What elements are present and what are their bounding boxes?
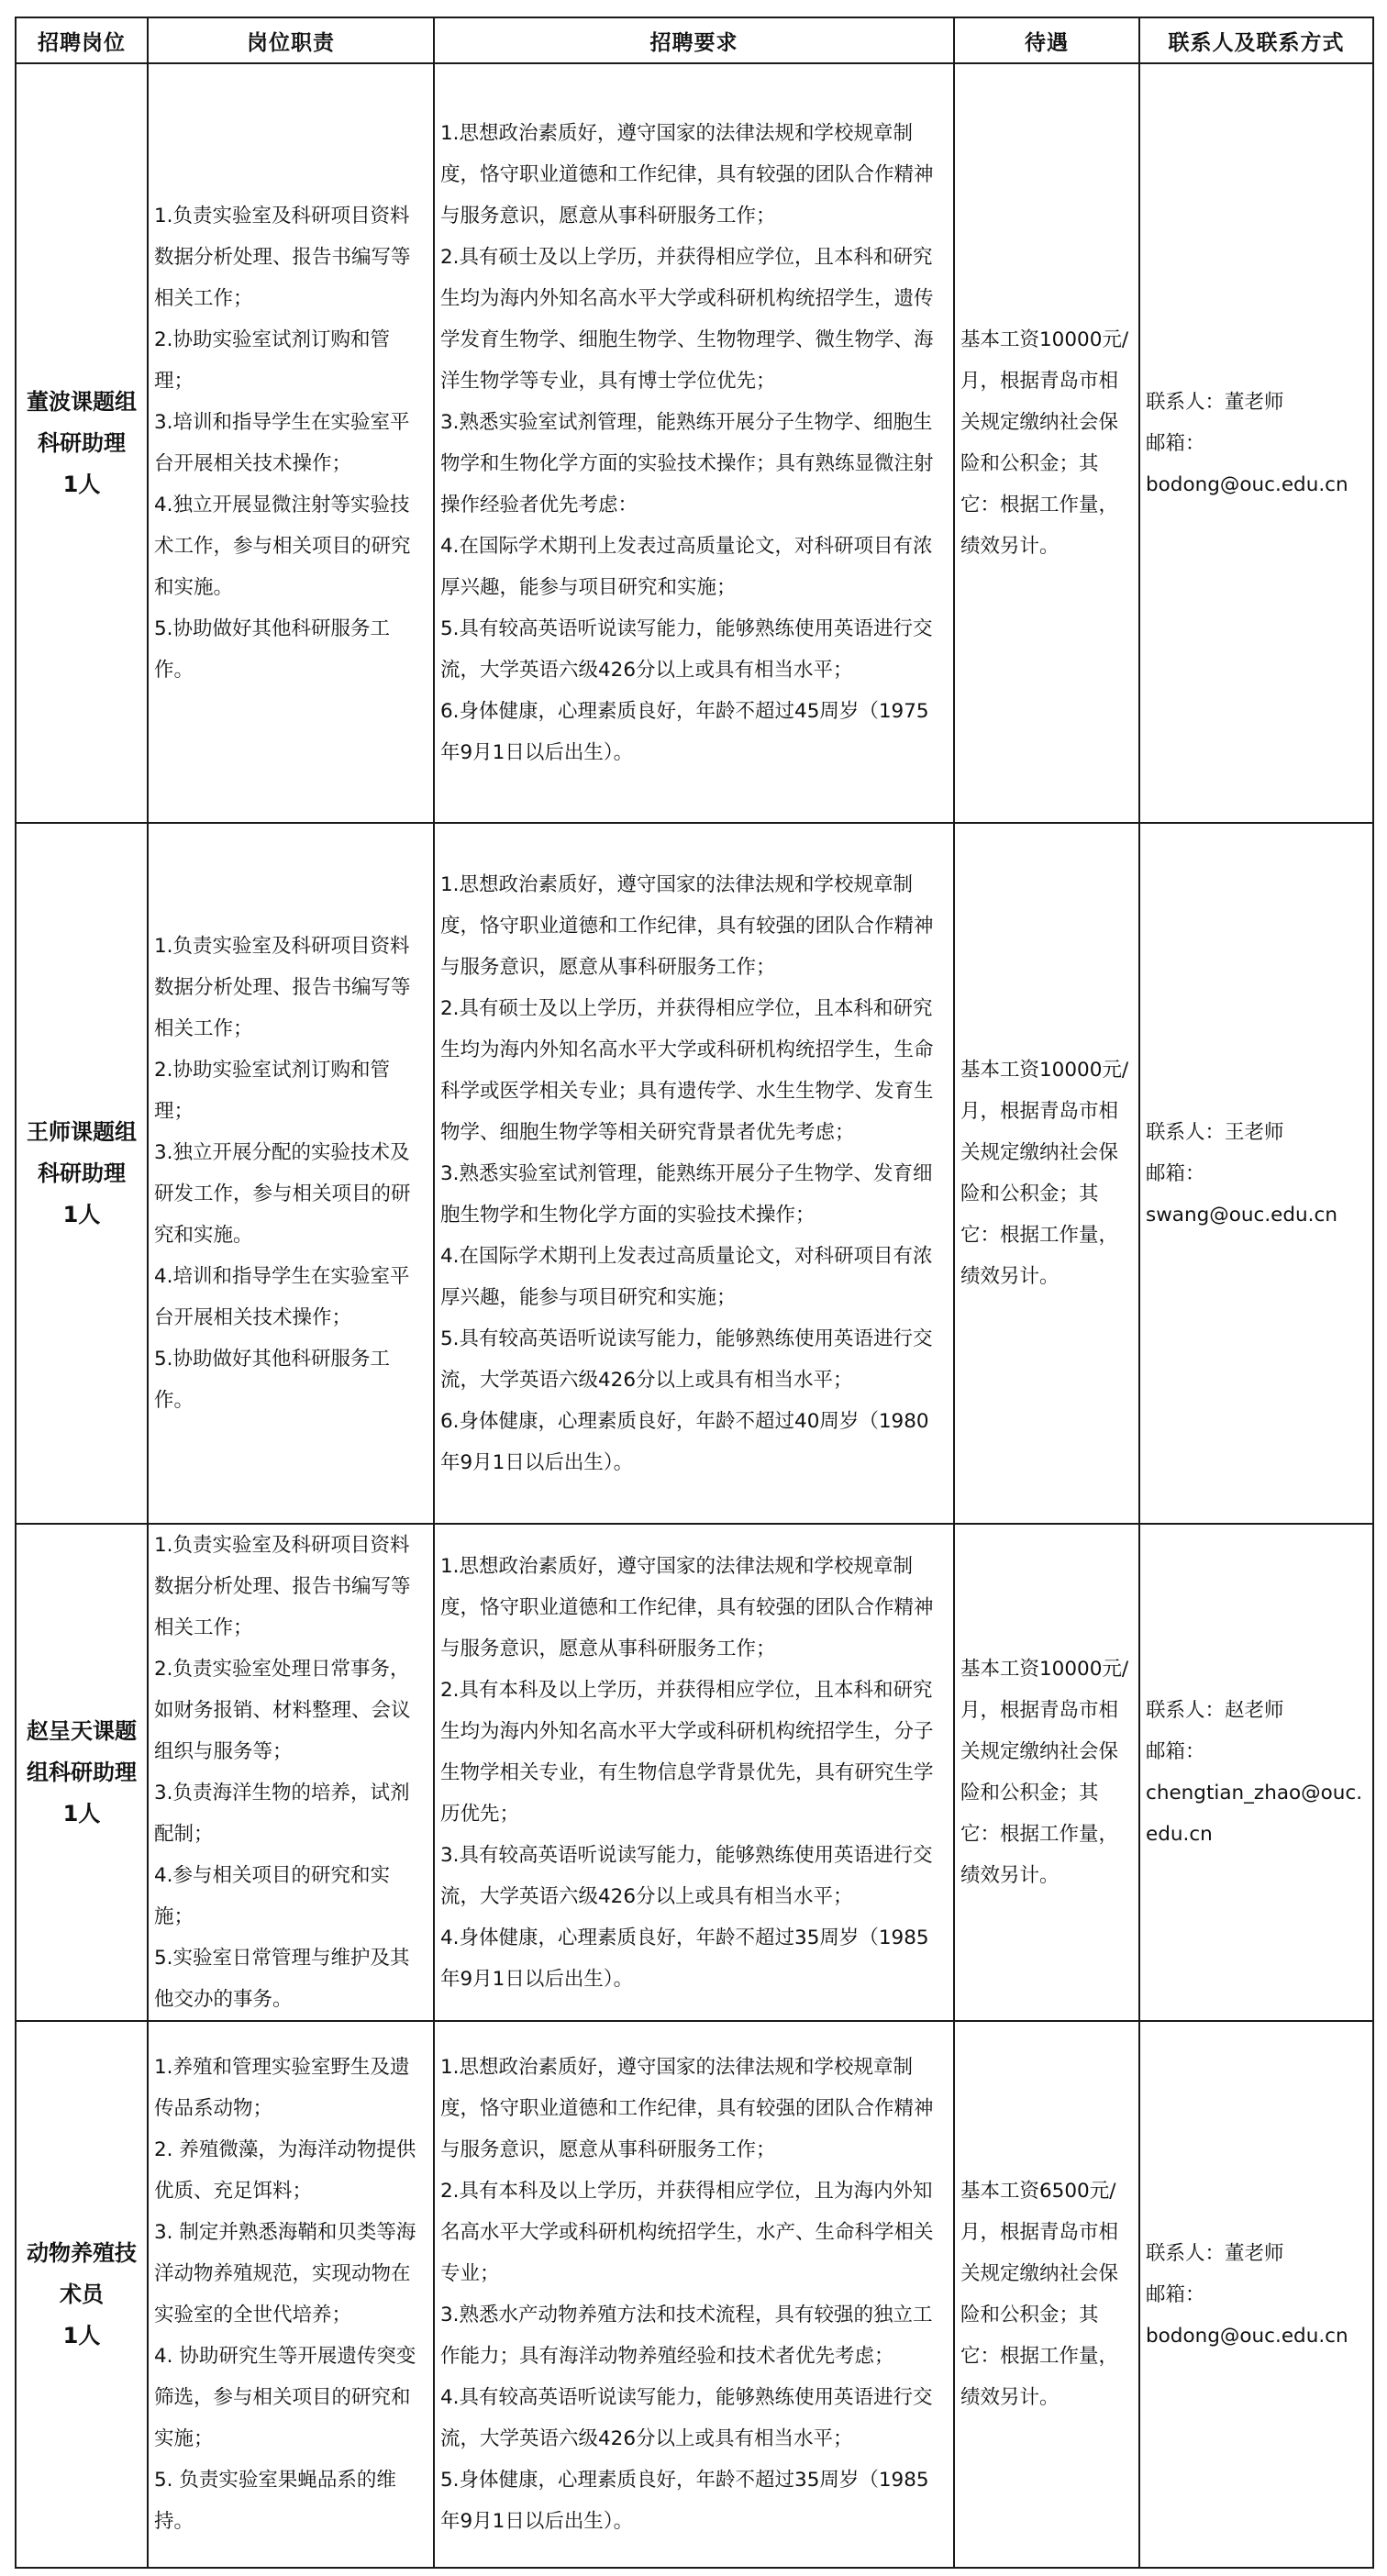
requirement-item: 2.具有本科及以上学历，并获得相应学位，且为海内外知名高水平大学或科研机构统招学生，水产、生命科学相关专业； <box>440 2180 934 2285</box>
email-label: 邮箱： <box>1146 2282 1205 2306</box>
table-row <box>16 823 1373 1524</box>
header-salary: 待遇 <box>954 17 1139 63</box>
duty-item: 1.负责实验室及科研项目资料数据分析处理、报告书编写等相关工作； <box>154 205 411 310</box>
requirement-item: 4.在国际学术期刊上发表过高质量论文，对科研项目有浓厚兴趣，能参与项目研究和实施； <box>440 1244 933 1309</box>
email-label: 邮箱： <box>1146 1161 1205 1185</box>
requirement-item: 2.具有本科及以上学历，并获得相应学位，且本科和研究生均为海内外知名高水平大学或科研机构统招学生，分子生物学相关专业，有生物信息学背景优先，具有研究生学历优先； <box>440 1678 934 1826</box>
contact-cell <box>1139 1524 1373 2021</box>
contact-person: 联系人：董老师 <box>1146 2241 1284 2265</box>
header-requirements: 招聘要求 <box>434 17 954 63</box>
duty-item: 3.独立开展分配的实验技术及研发工作，参与相关项目的研究和实施。 <box>154 1141 411 1247</box>
requirement-item: 5.具有较高英语听说读写能力，能够熟练使用英语进行交流，大学英语六级426分以上或具有相当水平； <box>440 617 933 682</box>
salary-text: 基本工资10000元/月，根据青岛市相关规定缴纳社会保险和公积金；其它：根据工作量，绩效另计。 <box>960 328 1129 558</box>
duty-item: 1.养殖和管理实验室野生及遗传品系动物； <box>154 2056 410 2120</box>
table-row <box>16 1524 1373 2021</box>
requirement-item: 5.具有较高英语听说读写能力，能够熟练使用英语进行交流，大学英语六级426分以上或具有相当水平； <box>440 1327 933 1392</box>
contact-cell <box>1139 63 1373 823</box>
duty-item: 4. 协助研究生等开展遗传突变筛选，参与相关项目的研究和实施； <box>154 2345 416 2450</box>
duty-item: 5.实验室日常管理与维护及其他交办的事务。 <box>154 1947 410 2011</box>
requirement-item: 4.具有较高英语听说读写能力，能够熟练使用英语进行交流，大学英语六级426分以上或具有相当水平； <box>440 2386 933 2450</box>
duty-item: 3.负责海洋生物的培养，试剂配制； <box>154 1782 410 1846</box>
duty-item: 4.独立开展显微注射等实验技术工作，参与相关项目的研究和实施。 <box>154 494 411 599</box>
contact-cell <box>1139 2021 1373 2568</box>
contact-person: 联系人：王老师 <box>1146 1120 1284 1144</box>
email-label: 邮箱： <box>1146 431 1205 455</box>
requirement-item: 1.思想政治素质好，遵守国家的法律法规和学校规章制度，恪守职业道德和工作纪律，具有较强的团队合作精神与服务意识，愿意从事科研服务工作； <box>440 1554 934 1660</box>
salary-cell <box>954 1524 1139 2021</box>
duties-cell <box>148 2021 434 2568</box>
salary-text: 基本工资10000元/月，根据青岛市相关规定缴纳社会保险和公积金；其它：根据工作量，绩效另计。 <box>960 1658 1129 1887</box>
duty-item: 2.负责实验室处理日常事务，如财务报销、材料整理、会议组织与服务等； <box>154 1658 411 1763</box>
duties-cell <box>148 63 434 823</box>
duty-item: 2. 养殖微藻，为海洋动物提供优质、充足饵料； <box>154 2138 416 2203</box>
salary-cell <box>954 2021 1139 2568</box>
requirements-cell <box>434 63 954 823</box>
position-name: 董波课题组科研助理 <box>27 388 137 456</box>
duty-item: 5. 负责实验室果蝇品系的维持。 <box>154 2469 396 2533</box>
requirement-item: 4.在国际学术期刊上发表过高质量论文，对科研项目有浓厚兴趣，能参与项目研究和实施； <box>440 535 933 599</box>
duties-cell <box>148 1524 434 2021</box>
requirement-item: 1.思想政治素质好，遵守国家的法律法规和学校规章制度，恪守职业道德和工作纪律，具有较强的团队合作精神与服务意识，愿意从事科研服务工作； <box>440 872 934 979</box>
table-row <box>16 63 1373 823</box>
position-name: 赵呈天课题组科研助理 <box>27 1717 137 1785</box>
requirement-item: 1.思想政治素质好，遵守国家的法律法规和学校规章制度，恪守职业道德和工作纪律，具有较强的团队合作精神与服务意识，愿意从事科研服务工作； <box>440 2056 934 2161</box>
requirement-item: 4.身体健康，心理素质良好，年龄不超过35周岁（1985年9月1日以后出生）。 <box>440 1926 929 1991</box>
requirement-item: 3.具有较高英语听说读写能力，能够熟练使用英语进行交流，大学英语六级426分以上或具有相当水平； <box>440 1843 933 1908</box>
duty-item: 5.协助做好其他科研服务工作。 <box>154 1348 391 1412</box>
header-row <box>16 17 1373 63</box>
requirement-item: 6.身体健康，心理素质良好，年龄不超过40周岁（1980年9月1日以后出生）。 <box>440 1409 929 1474</box>
position-count: 1人 <box>62 471 101 497</box>
position-cell <box>16 1524 148 2021</box>
requirement-item: 2.具有硕士及以上学历，并获得相应学位，且本科和研究生均为海内外知名高水平大学或科研机构统招学生，遗传学发育生物学、细胞生物学、生物物理学、微生物学、海洋生物学等专业，具有博士学位优先； <box>440 246 934 393</box>
position-count: 1人 <box>62 1201 101 1227</box>
table-row <box>16 2021 1373 2568</box>
email-address: bodong@ouc.edu.cn <box>1146 472 1348 496</box>
duty-item: 2.协助实验室试剂订购和管理； <box>154 1059 391 1123</box>
requirement-item: 3.熟悉实验室试剂管理，能熟练开展分子生物学、细胞生物学和生物化学方面的实验技术操作；具有熟练显微注射操作经验者优先考虑： <box>440 411 934 516</box>
requirement-item: 3.熟悉实验室试剂管理，能熟练开展分子生物学、发育细胞生物学和生物化学方面的实验技术操作； <box>440 1161 933 1227</box>
header-contact: 联系人及联系方式 <box>1139 17 1373 63</box>
contact-cell <box>1139 823 1373 1524</box>
header-position: 招聘岗位 <box>16 17 148 63</box>
salary-cell <box>954 63 1139 823</box>
duty-item: 3. 制定并熟悉海鞘和贝类等海洋动物养殖规范，实现动物在实验室的全世代培养； <box>154 2221 416 2326</box>
position-cell <box>16 823 148 1524</box>
requirement-item: 1.思想政治素质好，遵守国家的法律法规和学校规章制度，恪守职业道德和工作纪律，具有较强的团队合作精神与服务意识，愿意从事科研服务工作； <box>440 122 934 228</box>
recruitment-table <box>15 17 1374 2569</box>
position-cell <box>16 2021 148 2568</box>
requirements-cell <box>434 823 954 1524</box>
email-address: swang@ouc.edu.cn <box>1146 1203 1337 1227</box>
salary-text: 基本工资10000元/月，根据青岛市相关规定缴纳社会保险和公积金；其它：根据工作量，绩效另计。 <box>960 1059 1129 1288</box>
duty-item: 5.协助做好其他科研服务工作。 <box>154 617 391 682</box>
email-label: 邮箱： <box>1146 1740 1205 1763</box>
duty-item: 1.负责实验室及科研项目资料数据分析处理、报告书编写等相关工作； <box>154 1534 411 1639</box>
position-count: 1人 <box>62 1800 101 1827</box>
duty-item: 2.协助实验室试剂订购和管理； <box>154 328 391 393</box>
contact-person: 联系人：董老师 <box>1146 390 1284 414</box>
position-count: 1人 <box>62 2322 101 2348</box>
requirements-cell <box>434 2021 954 2568</box>
salary-cell <box>954 823 1139 1524</box>
position-cell <box>16 63 148 823</box>
duty-item: 3.培训和指导学生在实验室平台开展相关技术操作； <box>154 411 410 475</box>
duty-item: 4.参与相关项目的研究和实施； <box>154 1864 391 1928</box>
email-address: chengtian_zhao@ouc.edu.cn <box>1146 1782 1363 1846</box>
position-name: 王师课题组科研助理 <box>27 1118 137 1186</box>
duty-item: 4.培训和指导学生在实验室平台开展相关技术操作； <box>154 1265 410 1329</box>
duty-item: 1.负责实验室及科研项目资料数据分析处理、报告书编写等相关工作； <box>154 935 411 1040</box>
requirement-item: 6.身体健康，心理素质良好，年龄不超过45周岁（1975年9月1日以后出生）。 <box>440 700 929 764</box>
requirements-cell <box>434 1524 954 2021</box>
salary-text: 基本工资6500元/月，根据青岛市相关规定缴纳社会保险和公积金；其它：根据工作量，绩效另计。 <box>960 2180 1119 2409</box>
requirement-item: 5.身体健康，心理素质良好，年龄不超过35周岁（1985年9月1日以后出生）。 <box>440 2469 929 2533</box>
position-name: 动物养殖技术员 <box>27 2239 137 2307</box>
contact-person: 联系人：赵老师 <box>1146 1699 1284 1722</box>
email-address: bodong@ouc.edu.cn <box>1146 2324 1348 2348</box>
duties-cell <box>148 823 434 1524</box>
header-duties: 岗位职责 <box>148 17 434 63</box>
requirement-item: 2.具有硕士及以上学历，并获得相应学位，且本科和研究生均为海内外知名高水平大学或科研机构统招学生，生命科学或医学相关专业；具有遗传学、水生生物学、发育生物学、细胞生物学等相关研究背景者优先考虑； <box>440 996 934 1144</box>
requirement-item: 3.熟悉水产动物养殖方法和技术流程，具有较强的独立工作能力；具有海洋动物养殖经验和技术者优先考虑； <box>440 2304 933 2368</box>
